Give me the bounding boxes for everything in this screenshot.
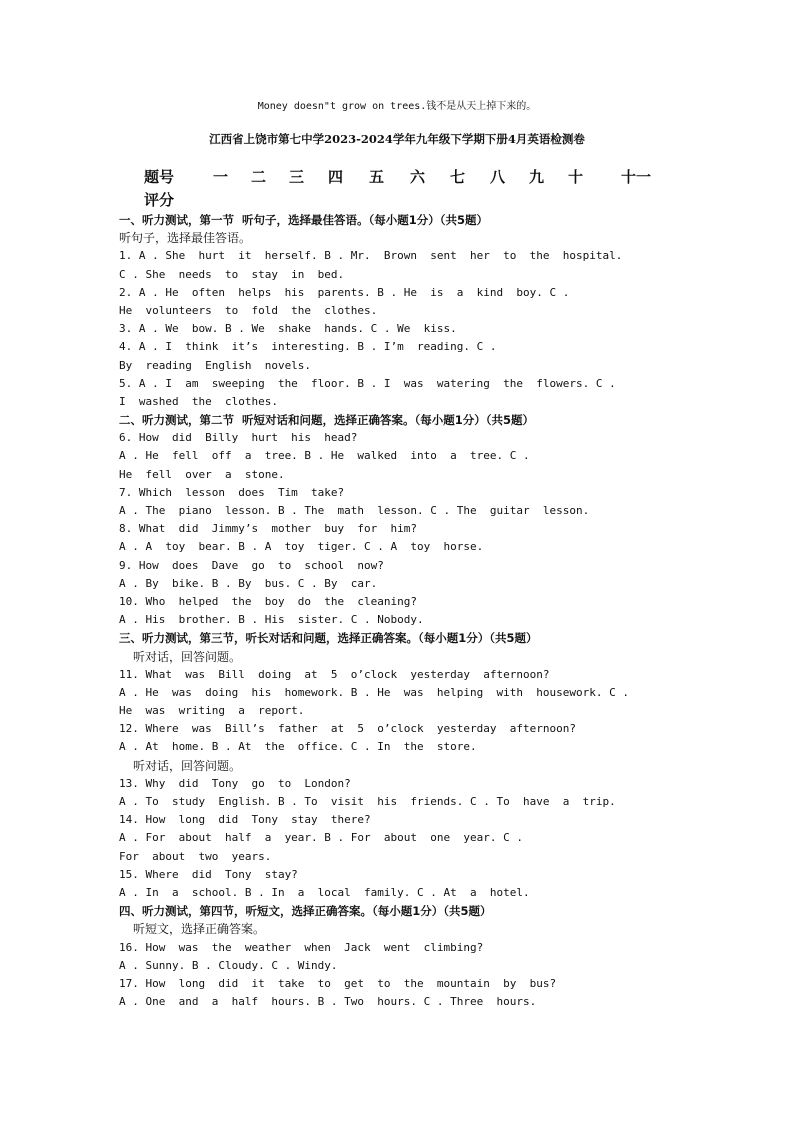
score-col-7: 七 [450, 168, 466, 186]
question-line: By reading English novels. [119, 358, 312, 372]
score-col-8: 八 [490, 168, 506, 186]
score-col-10: 十 [568, 168, 584, 186]
score-col-6: 六 [410, 168, 426, 186]
question-line: 7. Which lesson does Tim take? [119, 485, 345, 499]
question-number-label: 题号 [144, 168, 175, 186]
question-line: For about two years. [119, 849, 272, 863]
question-line: He was writing a report. [119, 704, 305, 718]
question-line: 4. A . I think it’s interesting. B . I’m reading. C . [119, 340, 497, 354]
score-col-2: 二 [251, 168, 267, 186]
question-line: He fell over a stone. [119, 467, 285, 481]
question-line: 8. What did Jimmy’s mother buy for him? [119, 522, 418, 536]
question-line: 12. Where was Bill’s father at 5 o’clock yesterday afternoon? [119, 722, 576, 736]
question-line: 9. How does Dave go to school now? [119, 558, 384, 572]
exam-title: 江西省上饶市第七中学2023-2024学年九年级下学期下册4月英语检测卷 [209, 132, 585, 146]
section-heading: 四、听力测试，第四节，听短文，选择正确答案。（每小题1分）（共5题） [119, 904, 492, 919]
question-line: A . His brother. B . His sister. C . Nobody. [119, 613, 424, 627]
question-line: 5. A . I am sweeping the floor. B . I was watering the flowers. C . [119, 376, 616, 390]
question-line: 14. How long did Tony stay there? [119, 813, 371, 827]
question-line: 1. A . She hurt it herself. B . Mr. Brown sent her to the hospital. [119, 249, 623, 263]
score-col-11: 十一 [621, 168, 652, 186]
question-line: 15. Where did Tony stay? [119, 867, 298, 881]
question-line: 11. What was Bill doing at 5 o’clock yesterday afternoon? [119, 667, 550, 681]
question-line: A . The piano lesson. B . The math lesson. C . The guitar lesson. [119, 504, 590, 517]
section-heading: 三、听力测试，第三节，听长对话和问题，选择正确答案。（每小题1分）（共5题） [119, 631, 538, 646]
question-line: A . He was doing his homework. B . He was helping with housework. C . [119, 685, 629, 699]
question-body [119, 211, 679, 1011]
question-line: A . By bike. B . By bus. C . By car. [119, 576, 378, 590]
question-line: 6. How did Billy hurt his head? [119, 431, 358, 445]
score-col-3: 三 [289, 168, 305, 186]
question-line: A . One and a half hours. B . Two hours. C . Three hours. [119, 995, 537, 1009]
question-line: 2. A . He often helps his parents. B . He is a kind boy. C . [119, 285, 570, 299]
question-line: A . He fell off a tree. B . He walked into a tree. C . [119, 449, 530, 463]
question-line: He volunteers to fold the clothes. [119, 303, 378, 317]
section-heading: 二、听力测试，第二节 听短对话和问题，选择正确答案。（每小题1分）（共5题） [119, 413, 535, 428]
score-col-4: 四 [328, 168, 344, 186]
score-col-1: 一 [213, 168, 229, 186]
section-instruction: 听短文，选择正确答案。 [133, 922, 266, 937]
section-instruction: 听对话，回答问题。 [133, 649, 242, 664]
question-line: A . To study English. B . To visit his friends. C . To have a trip. [119, 795, 616, 808]
score-col-5: 五 [369, 168, 385, 186]
section-instruction: 听句子，选择最佳答语。 [119, 231, 252, 246]
score-table-header [144, 166, 664, 186]
question-line: A . For about half a year. B . For about one year. C . [119, 831, 523, 845]
question-line: 17. How long did it take to get to the mountain by bus? [119, 976, 557, 990]
question-line: C . She needs to stay in bed. [119, 267, 345, 281]
question-line: 13. Why did Tony go to London? [119, 776, 351, 790]
score-col-9: 九 [529, 168, 545, 186]
question-line: A . A toy bear. B . A toy tiger. C . A toy horse. [119, 540, 484, 554]
section-heading: 一、听力测试，第一节 听句子，选择最佳答语。（每小题1分）（共5题） [119, 213, 489, 227]
question-line: 3. A . We bow. B . We shake hands. C . We kiss. [119, 322, 457, 336]
question-line: A . In a school. B . In a local family. C . At a hotel. [119, 885, 530, 899]
motto-header: Money doesn"t grow on trees.钱不是从天上掉下来的。 [257, 101, 537, 112]
question-line: A . At home. B . At the office. C . In the store. [119, 740, 477, 754]
section-instruction: 听对话，回答问题。 [133, 758, 242, 773]
question-line: 10. Who helped the boy do the cleaning? [119, 594, 418, 608]
score-label: 评分 [144, 191, 175, 209]
question-line: 16. How was the weather when Jack went climbing? [119, 940, 484, 954]
question-line: I washed the clothes. [119, 394, 278, 408]
question-line: A . Sunny. B . Cloudy. C . Windy. [119, 958, 338, 972]
